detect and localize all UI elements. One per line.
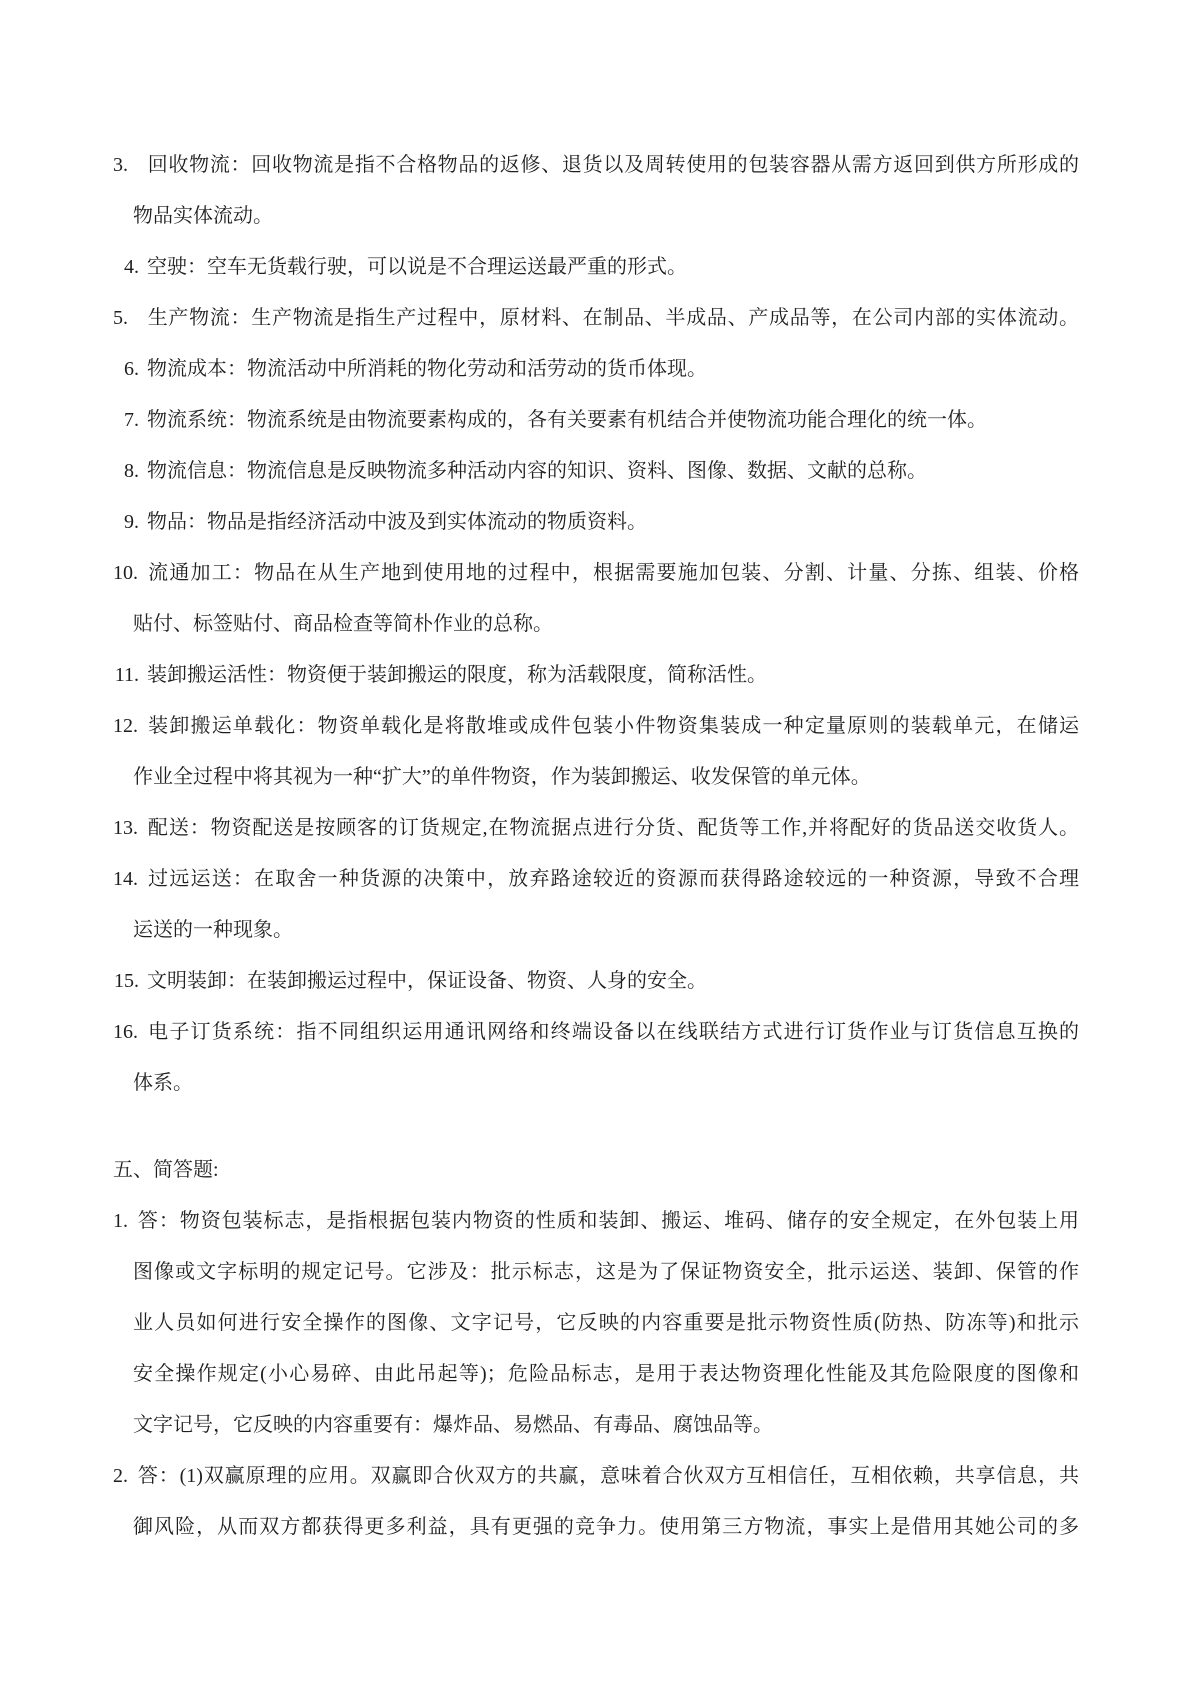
item-number: 4. (124, 256, 139, 278)
item-continuation-line: 作业全过程中将其视为一种“扩大”的单件物资，作为装卸搬运、收发保管的单元体。 (133, 766, 871, 788)
item-number: 7. (124, 409, 139, 431)
list-item (113, 446, 1079, 497)
item-number: 1. (113, 1210, 128, 1232)
item-text: 空驶：空车无货载行驶，可以说是不合理运送最严重的形式。 (147, 256, 687, 278)
item-number: 2. (113, 1465, 128, 1487)
list-item (113, 1007, 1079, 1109)
item-first-line (113, 701, 1079, 752)
item-text: 过远运送：在取舍一种货源的决策中，放弃路途较近的资源而获得路途较远的一种资源，导致不合理 (147, 868, 1079, 890)
list-item (113, 344, 1079, 395)
item-first-line (113, 1196, 1079, 1247)
item-first-line (113, 956, 1079, 1007)
item-continuation-line: 业人员如何进行安全操作的图像、文字记号，它反映的内容重要是批示物资性质(防热、防冻等)和批示 (133, 1312, 1079, 1334)
item-first-line (113, 497, 1079, 548)
item-number: 5. (113, 307, 128, 329)
item-continuation-line: 文字记号，它反映的内容重要有：爆炸品、易燃品、有毒品、腐蚀品等。 (133, 1414, 773, 1436)
item-text: 答：物资包装标志，是指根据包装内物资的性质和装卸、搬运、堆码、储存的安全规定，在外包装上用 (137, 1210, 1079, 1232)
section-heading: 五、简答题: (113, 1159, 219, 1181)
item-continuation-line: 物品实体流动。 (133, 205, 273, 227)
item-continuation-line: 贴付、标签贴付、商品检查等简朴作业的总称。 (133, 613, 553, 635)
item-number: 11. (114, 664, 139, 686)
item-first-line (113, 344, 1079, 395)
item-text: 流通加工：物品在从生产地到使用地的过程中，根据需要施加包装、分割、计量、分拣、组装、价格 (147, 562, 1079, 584)
list-item (113, 395, 1079, 446)
item-number: 9. (124, 511, 139, 533)
item-first-line (113, 854, 1079, 905)
item-text: 答：(1)双赢原理的应用。双赢即合伙双方的共赢，意味着合伙双方互相信任，互相依赖，共享信息，共 (137, 1465, 1079, 1487)
item-text: 文明装卸：在装卸搬运过程中，保证设备、物资、人身的安全。 (147, 970, 707, 992)
item-first-line (113, 1007, 1079, 1058)
item-number: 8. (124, 460, 139, 482)
item-text: 装卸搬运活性：物资便于装卸搬运的限度，称为活载限度，简称活性。 (147, 664, 767, 686)
item-text: 配送：物资配送是按顾客的订货规定,在物流据点进行分货、配货等工作,并将配好的货品送交收货人。 (147, 817, 1079, 839)
item-number: 12. (113, 715, 138, 737)
item-continuation-line: 运送的一种现象。 (133, 919, 293, 941)
item-first-line (113, 803, 1079, 854)
list-item (113, 242, 1079, 293)
item-number: 10. (113, 562, 138, 584)
list-item (113, 293, 1079, 344)
list-item (113, 497, 1079, 548)
list-item (113, 1451, 1079, 1553)
item-first-line (113, 140, 1079, 191)
item-number: 3. (113, 154, 128, 176)
item-number: 16. (113, 1021, 138, 1043)
item-first-line (113, 446, 1079, 497)
item-first-line (113, 1451, 1079, 1502)
list-item (113, 854, 1079, 956)
item-first-line (113, 395, 1079, 446)
item-number: 13. (113, 817, 138, 839)
item-first-line (113, 548, 1079, 599)
item-text: 装卸搬运单载化：物资单载化是将散堆或成件包装小件物资集装成一种定量原则的装载单元，在储运 (147, 715, 1079, 737)
list-item (113, 803, 1079, 854)
item-text: 物流信息：物流信息是反映物流多种活动内容的知识、资料、图像、数据、文献的总称。 (147, 460, 927, 482)
list-item (113, 140, 1079, 242)
item-number: 15. (114, 970, 139, 992)
item-number: 6. (124, 358, 139, 380)
item-text: 物流系统：物流系统是由物流要素构成的，各有关要素有机结合并使物流功能合理化的统一体。 (147, 409, 987, 431)
item-text: 物流成本：物流活动中所消耗的物化劳动和活劳动的货币体现。 (147, 358, 707, 380)
list-item (113, 956, 1079, 1007)
answers-list (113, 1196, 1079, 1553)
list-item (113, 1196, 1079, 1451)
item-continuation-line: 体系。 (133, 1072, 193, 1094)
item-continuation-line: 安全操作规定(小心易碎、由此吊起等)；危险品标志，是用于表达物资理化性能及其危险限度的图像和 (133, 1363, 1079, 1385)
item-text: 电子订货系统：指不同组织运用通讯网络和终端设备以在线联结方式进行订货作业与订货信息互换的 (147, 1021, 1079, 1043)
item-text: 生产物流：生产物流是指生产过程中，原材料、在制品、半成品、产成品等，在公司内部的实体流动。 (147, 307, 1079, 329)
item-text: 回收物流：回收物流是指不合格物品的返修、退货以及周转使用的包装容器从需方返回到供方所形成的 (147, 154, 1079, 176)
item-text: 物品：物品是指经济活动中波及到实体流动的物质资料。 (147, 511, 647, 533)
item-first-line (113, 650, 1079, 701)
item-number: 14. (113, 868, 138, 890)
list-item (113, 650, 1079, 701)
definitions-list (113, 140, 1079, 1109)
item-continuation-line: 御风险，从而双方都获得更多利益，具有更强的竞争力。使用第三方物流，事实上是借用其她公司的多 (133, 1516, 1079, 1538)
item-first-line (113, 293, 1079, 344)
item-first-line (113, 242, 1079, 293)
list-item (113, 701, 1079, 803)
list-item (113, 548, 1079, 650)
item-continuation-line: 图像或文字标明的规定记号。它涉及：批示标志，这是为了保证物资安全，批示运送、装卸、保管的作 (133, 1261, 1079, 1283)
